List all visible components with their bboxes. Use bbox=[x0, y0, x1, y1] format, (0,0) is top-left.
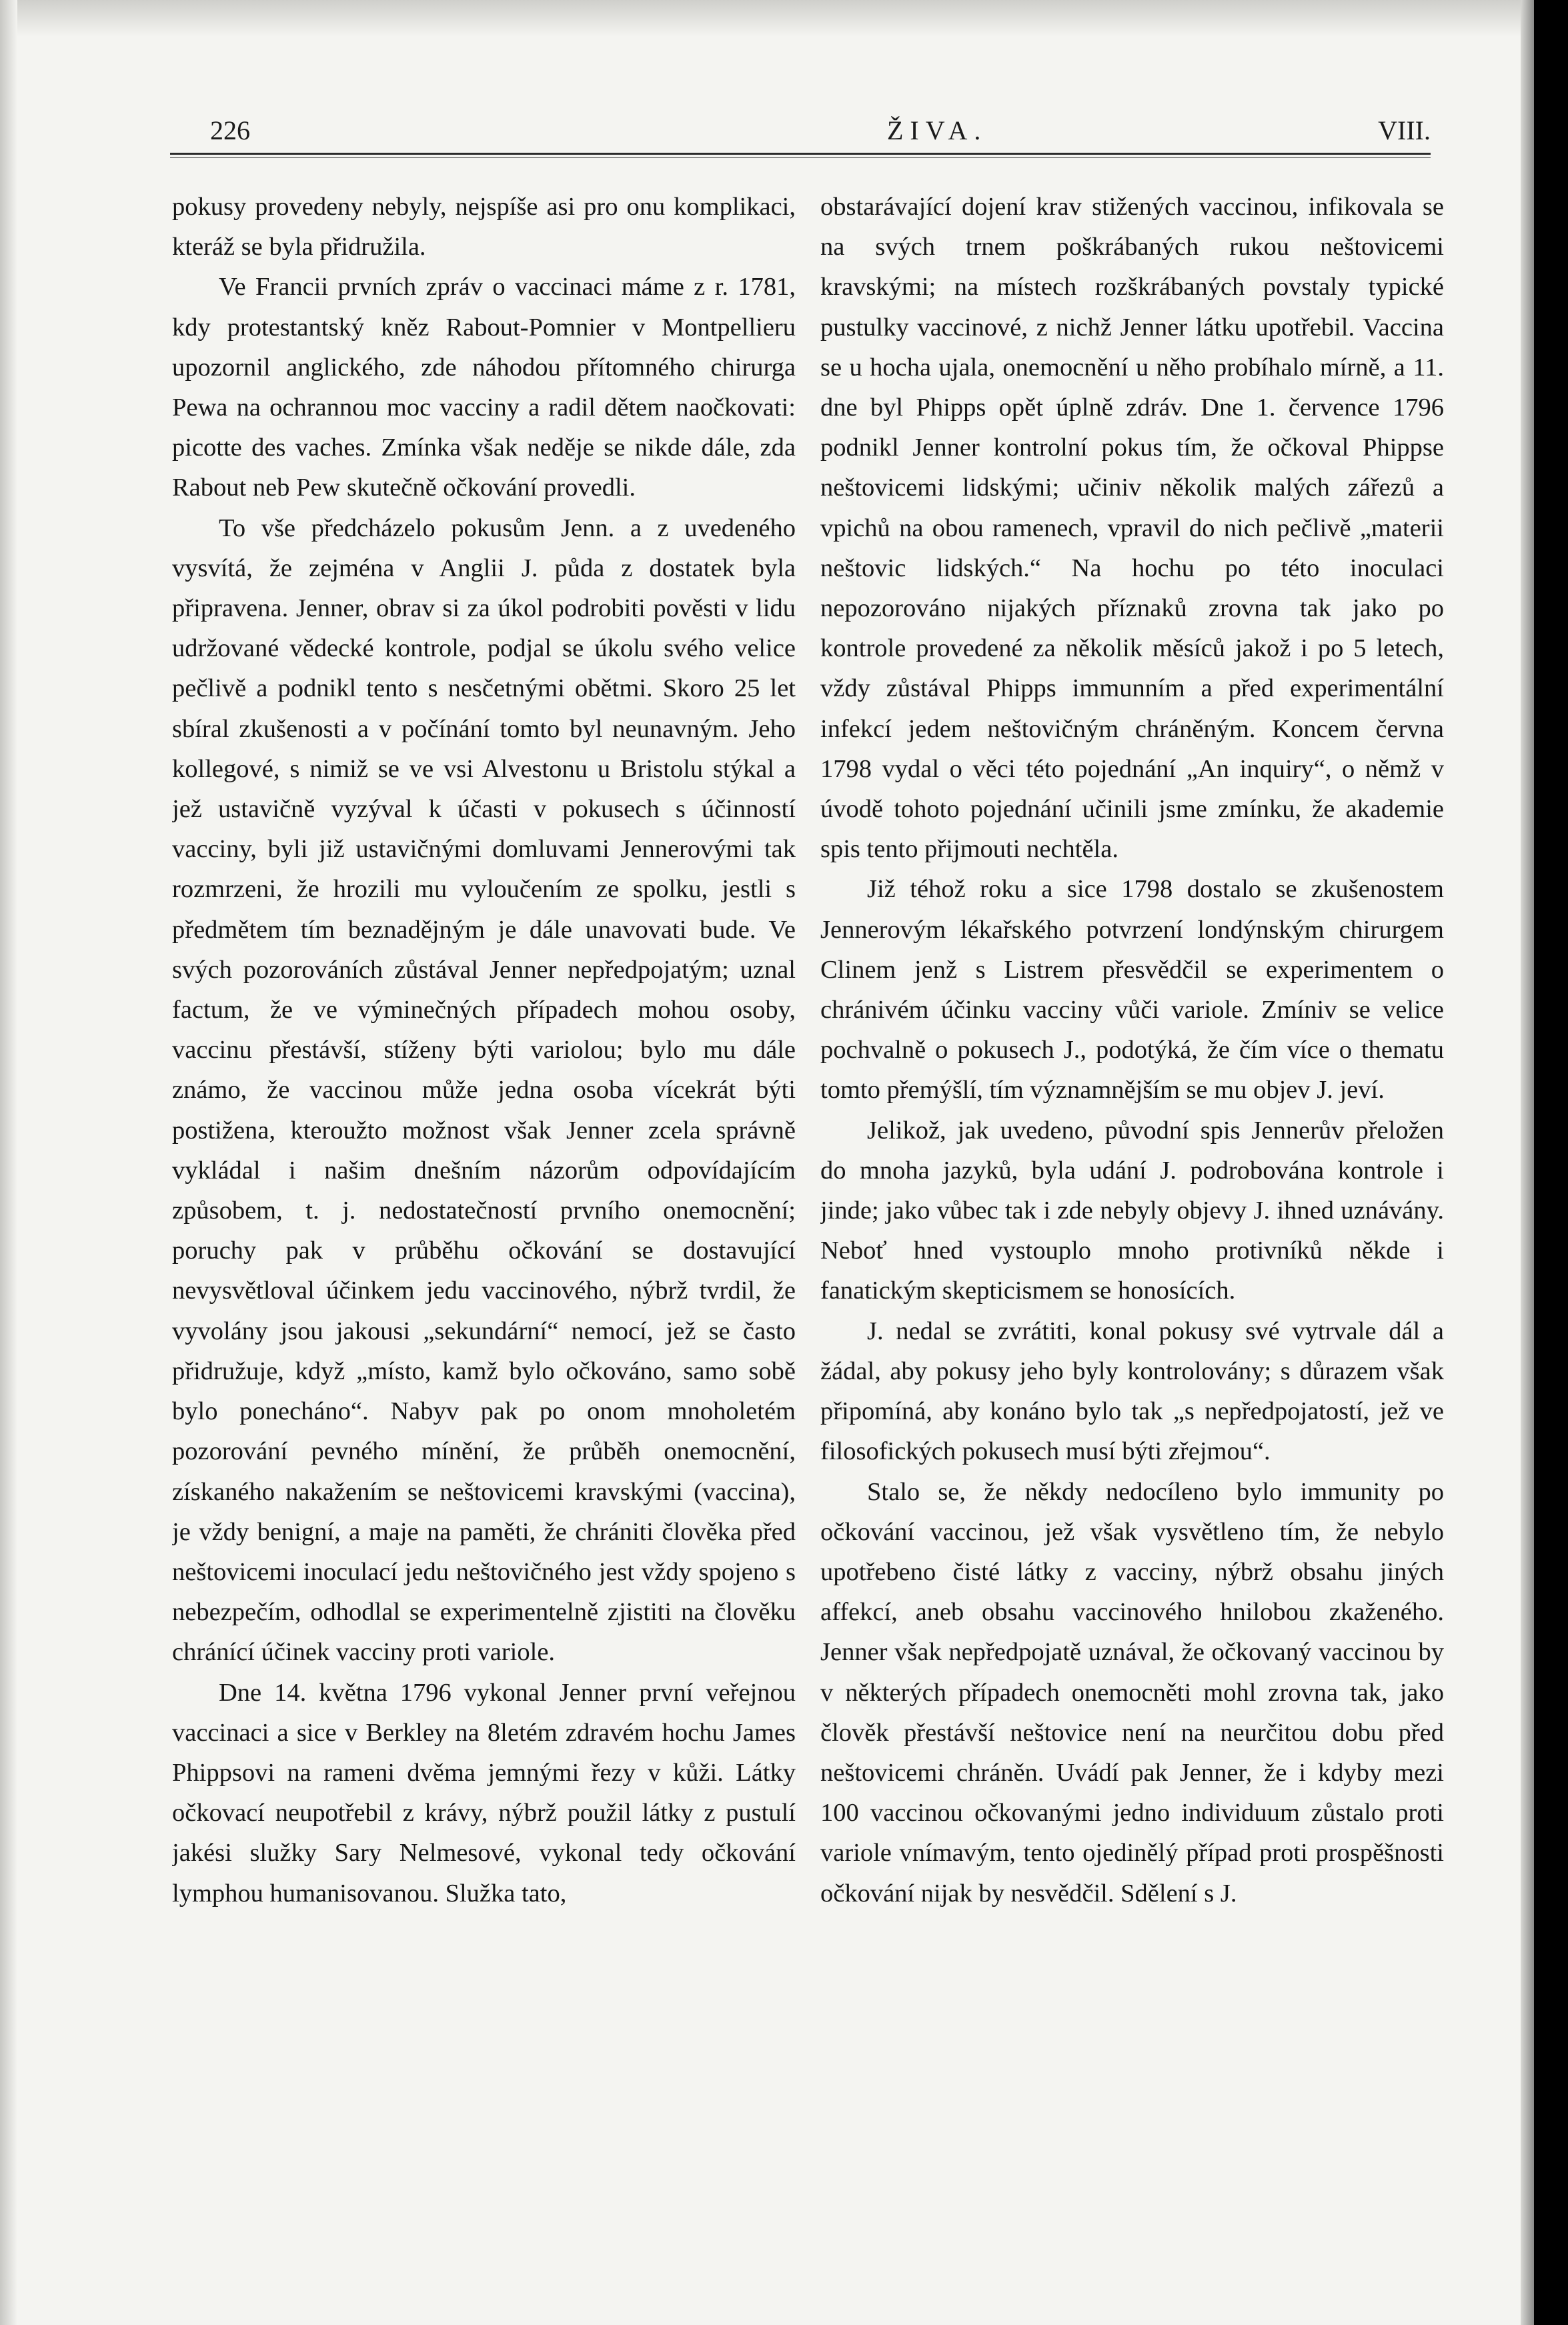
scan-shadow-top bbox=[0, 0, 1534, 37]
paragraph: Ve Francii prvních zpráv o vaccinaci máme z r. 1781, kdy protestantský kněz Rabout-Pomnier v Montpellieru upozornil anglického, zde náhodou přítomného chirurga Pewa na ochrannou moc vacciny a radil dětem naočkovati: picotte des vaches. Zmínka však neděje se nikde dále, zda Rabout neb Pew skutečně očkování provedli. bbox=[172, 273, 796, 502]
left-column bbox=[172, 187, 796, 2088]
scan-shadow-right bbox=[1521, 0, 1534, 2325]
scan-shadow-left bbox=[0, 0, 17, 2325]
paragraph: pokusy provedeny nebyly, nejspíše asi pro onu komplikaci, kteráž se byla přidružila. bbox=[172, 193, 796, 261]
journal-title: ŽIVA. bbox=[887, 115, 988, 145]
paragraph: To vše předcházelo pokusům Jenn. a z uvedeného vysvítá, že zejména v Anglii J. půda z dostatek byla připravena. Jenner, obrav si za úkol podrobiti pověsti v lidu udržované vědecké kontrole, podjal se úkolu svého velice pečlivě a podnikl tento s nesčetnými obětmi. Skoro 25 let sbíral zkušenosti a v počínání tomto byl neunavným. Jeho kollegové, s nimiž se ve vsi Alvestonu u Bristolu stýkal a jež ustavičně vyzýval k účasti v pokusech s účinností vacciny, byli již ustavičnými domluvami Jennerovými tak rozmrzeni, že hrozili mu vyloučením ze spolku, jestli s předmětem tím beznadějným je dále unavovati bude. Ve svých pozorováních zůstával Jenner nepředpojatým; uznal factum, že ve výminečných případech mohou osoby, vaccinu přestávší, stíženy býti variolou; bylo mu dále známo, že vaccinou může jedna osoba vícekrát býti postižena, kteroužto možnost však Jenner zcela správně vykládal i našim dnešním názorům odpovídajícím způsobem, t. j. nedostatečností prvního onemocnění; poruchy pak v průběhu očkování se dostavující nevysvětloval účinkem jedu vaccinového, nýbrž tvrdil, že vyvolány jsou jakousi „sekundární“ nemocí, jež se často přidružuje, když „místo, kamž bylo očkováno, samo sobě bylo ponecháno“. Nabyv pak po onom mnoholetém pozorování pevného mínění, že průběh onemocnění, získaného nakažením se neštovicemi kravskými (vaccina), je vždy benigní, a maje na paměti, že chrániti člověka před neštovicemi inoculací jedu neštovičného jest vždy spojeno s nebezpečím, odhodlal se experimentelně zjistiti na člověku chránící účinek vacciny proti variole. bbox=[172, 514, 796, 1667]
header-rule bbox=[170, 153, 1431, 155]
paragraph: Jelikož, jak uvedeno, původní spis Jennerův přeložen do mnoha jazyků, byla udání J. podrobována kontrole i jinde; jako vůbec tak i zde nebyly objevy J. ihned uznávány. Neboť hned vystouplo mnoho protivníků někde i fanatickým skepticismem se honosících. bbox=[820, 1116, 1444, 1305]
paragraph: Dne 14. května 1796 vykonal Jenner první veřejnou vaccinaci a sice v Berkley na 8letém zdravém hochu James Phippsovi na rameni dvěma jemnými řezy v kůži. Látky očkovací neupotřebil z krávy, nýbrž použil látky z pustulí jakési služky Sary Nelmesové, vykonal tedy očkování lymphou humanisovanou. Služka tato, bbox=[172, 1678, 796, 1907]
page-number: 226 bbox=[210, 115, 250, 145]
paragraph: J. nedal se zvrátiti, konal pokusy své vytrvale dál a žádal, aby pokusy jeho byly kontrolovány; s důrazem však připomíná, aby konáno bylo tak „s nepředpojatostí, jež ve filosofických pokusech musí býti zřejmou“. bbox=[820, 1317, 1444, 1466]
volume-number: VIII. bbox=[1378, 115, 1431, 145]
paragraph: Již téhož roku a sice 1798 dostalo se zkušenostem Jennerovým lékařského potvrzení londýnským chirurgem Clinem jenž s Listrem přesvědčil se experimentem o chránivém účinku vacciny vůči variole. Zmíniv se velice pochvalně o pokusech J., podotýká, že čím více o thematu tomto přemýšlí, tím významnějším se mu objev J. jeví. bbox=[820, 875, 1444, 1104]
paragraph: Stalo se, že někdy nedocíleno bylo immunity po očkování vaccinou, jež však vysvětleno tím, že nebylo upotřebeno čisté látky z vacciny, nýbrž obsahu jiných affekcí, aneb obsahu vaccinového hnilobou zkaženého. Jenner však nepředpojatě uznával, že očkovaný vaccinou by v některých případech onemocněti mohl zrovna tak, jako člověk přestávší neštovice není na neurčitou dobu před neštovicemi chráněn. Uvádí pak Jenner, že i kdyby mezi 100 vaccinou očkovanými jedno individuum zůstalo proti variole vnímavým, tento ojedinělý případ proti prospěšnosti očkování nijak by nesvědčil. Sdělení s J. bbox=[820, 1477, 1444, 1907]
right-column bbox=[820, 187, 1444, 2088]
page-header bbox=[170, 105, 1431, 152]
paragraph: obstarávající dojení krav stižených vaccinou, infikovala se na svých trnem poškrábaných rukou neštovicemi kravskými; na místech rozškrábaných povstaly typické pustulky vaccinové, z nichž Jenner látku upotřebil. Vaccina se u hocha ujala, onemocnění u něho probíhalo mírně, a 11. dne byl Phipps opět úplně zdráv. Dne 1. července 1796 podnikl Jenner kontrolní pokus tím, že očkoval Phippse neštovicemi lidskými; učiniv několik malých zářezů a vpichů na obou ramenech, vpravil do nich pečlivě „materii neštovic lidských.“ Na hochu po této inoculaci nepozorováno nijakých příznaků zrovna tak jako po kontrole provedené za několik měsíců jakož i po 5 letech, vždy zůstával Phipps immunním a před experimentální infekcí jedem neštovičným chráněným. Koncem června 1798 vydal o věci této pojednání „An inquiry“, o němž v úvodě tohoto pojednání učinili jsme zmínku, že akademie spis tento přijmouti nechtěla. bbox=[820, 193, 1444, 864]
header-rule-thin bbox=[170, 157, 1431, 158]
